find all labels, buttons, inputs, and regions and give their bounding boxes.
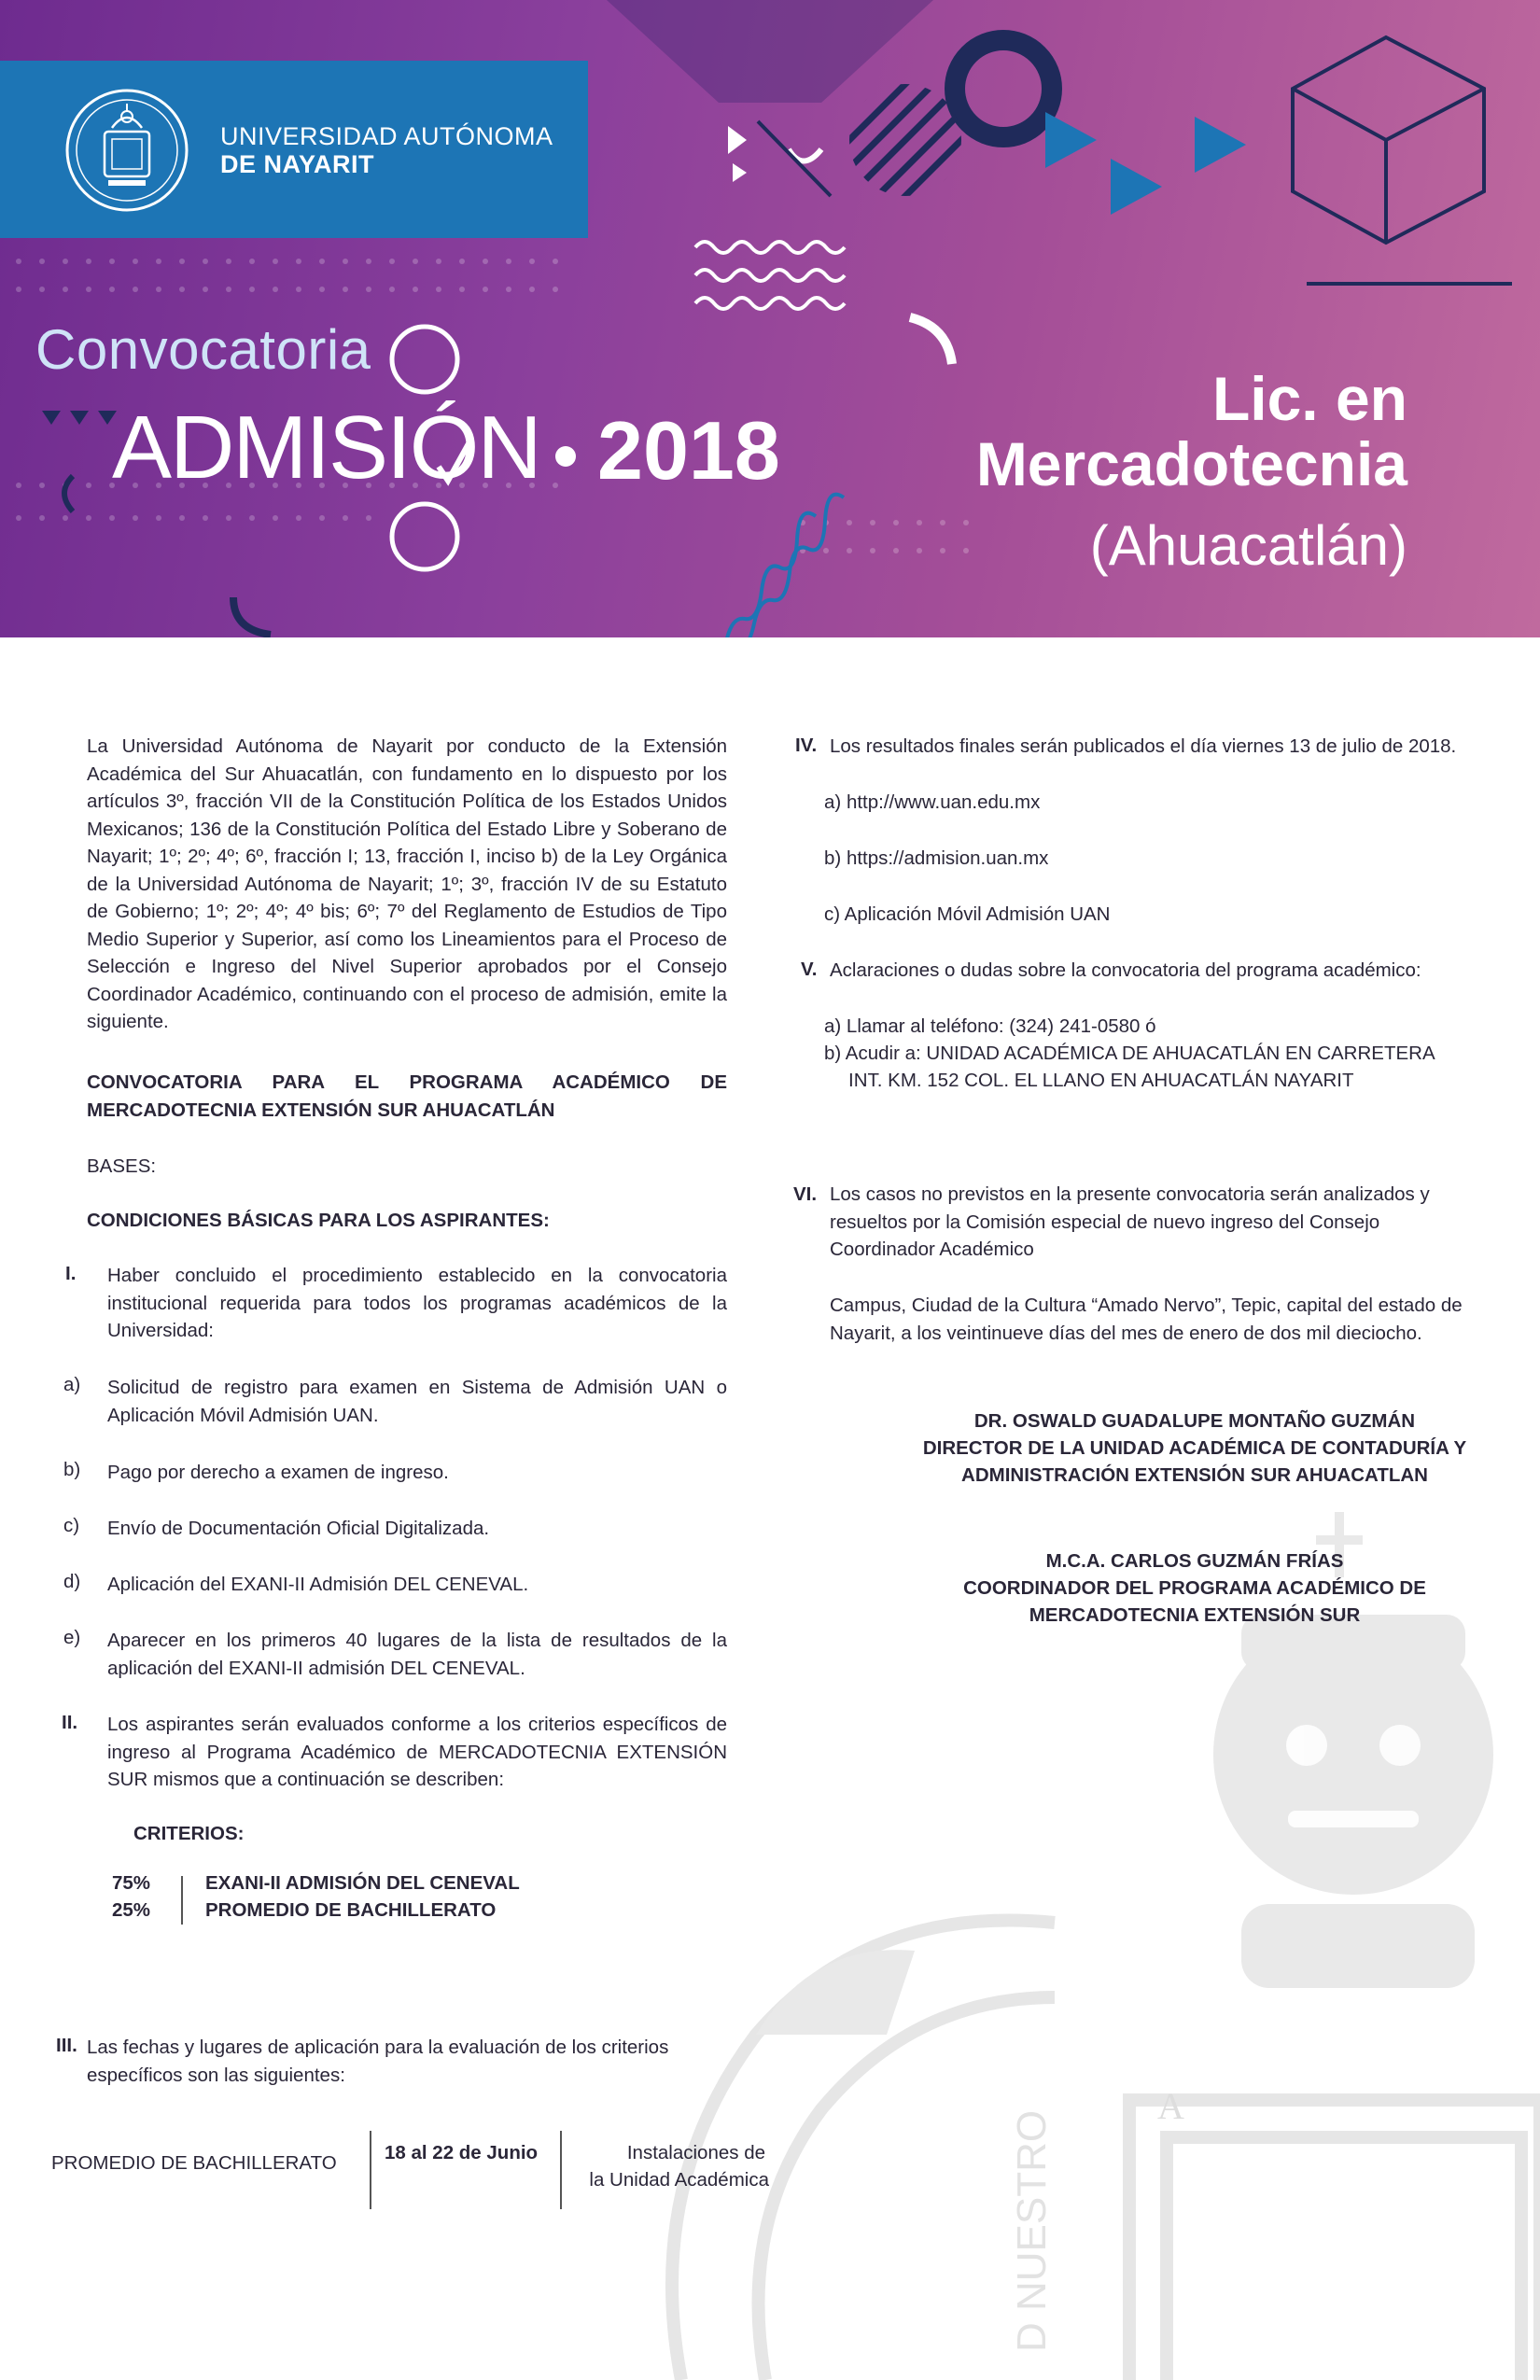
program-title: [976, 366, 1407, 497]
signature-2-title-line1: COORDINADOR DEL PROGRAMA ACADÉMICO DE: [963, 1577, 1426, 1599]
section-V-number: V.: [801, 959, 818, 980]
result-link-a-url[interactable]: http://www.uan.edu.mx: [846, 791, 1041, 813]
admision-title: ADMISIÓN: [112, 398, 540, 497]
schedule-divider-1: [370, 2131, 371, 2209]
section-III-number: III.: [56, 2035, 77, 2056]
item-d-letter: d): [63, 1571, 81, 1592]
contact-address-line2: INT. KM. 152 COL. EL LLANO EN AHUACATLÁN NAYARIT: [848, 1070, 1354, 1091]
signature-1-title-line2: ADMINISTRACIÓN EXTENSIÓN SUR AHUACATLAN: [961, 1464, 1428, 1486]
criterios-heading: CRITERIOS:: [133, 1823, 245, 1844]
result-link-b-url[interactable]: https://admision.uan.mx: [846, 847, 1049, 869]
bases-label: BASES:: [87, 1155, 157, 1177]
svg-text:D NUESTRO: D NUESTRO: [1009, 2109, 1055, 2352]
section-I-number: I.: [65, 1263, 77, 1284]
schedule-place-line2: la Unidad Académica: [589, 2169, 769, 2191]
result-link-a-letter: a): [824, 791, 842, 813]
item-e-text: Aparecer en los primeros 40 lugares de la lista de resultados de la aplicación del EXANI-II admisión DEL CENEVAL.: [107, 1630, 727, 1679]
section-VI-number: VI.: [793, 1183, 818, 1205]
contact-phone: a) Llamar al teléfono: (324) 241-0580 ó: [824, 1015, 1156, 1037]
section-IV-number: IV.: [795, 735, 818, 756]
item-a-text: Solicitud de registro para examen en Sistema de Admisión UAN o Aplicación Móvil Admisión UAN.: [107, 1377, 727, 1426]
program-title-line2: Mercadotecnia: [975, 429, 1407, 498]
contact-address-line1: b) Acudir a: UNIDAD ACADÉMICA DE AHUACATLÁN EN CARRETERA: [824, 1043, 1435, 1064]
item-d-text: Aplicación del EXANI-II Admisión DEL CENEVAL.: [107, 1574, 529, 1595]
criterio-1-label: EXANI-II ADMISIÓN DEL CENEVAL: [205, 1872, 520, 1894]
result-link-c-text: Aplicación Móvil Admisión UAN: [844, 903, 1111, 925]
criterios-divider: [181, 1876, 183, 1925]
header-banner: [0, 0, 1540, 637]
section-I-text: Haber concluido el procedimiento establecido en la convocatoria institucional requerida para todos los programas académicos de la Universidad:: [107, 1265, 727, 1341]
university-name-line1: UNIVERSIDAD AUTÓNOMA: [220, 122, 553, 150]
svg-text:A: A: [1157, 2085, 1184, 2127]
closing-paragraph: Campus, Ciudad de la Cultura “Amado Nervo”, Tepic, capital del estado de Nayarit, a los veintinueve días del mes de enero de dos mil dieciocho.: [830, 1295, 1463, 1344]
program-title-line1: Lic. en: [1211, 364, 1407, 433]
criterio-1-percent: 75%: [112, 1872, 151, 1894]
item-b-text: Pago por derecho a examen de ingreso.: [107, 1462, 449, 1483]
section-II-number: II.: [62, 1712, 78, 1733]
signature-2-name: M.C.A. CARLOS GUZMÁN FRÍAS: [1045, 1550, 1344, 1572]
schedule-criterion: PROMEDIO DE BACHILLERATO: [51, 2152, 337, 2174]
result-link-b-letter: b): [824, 847, 842, 869]
item-b-letter: b): [63, 1459, 81, 1480]
section-VI-text: Los casos no previstos en la presente convocatoria serán analizados y resueltos por la Comisión especial de nuevo ingreso del Consejo Coordinador Académico: [830, 1183, 1430, 1260]
convocatoria-label: Convocatoria: [35, 318, 371, 381]
signature-1-title-line1: DIRECTOR DE LA UNIDAD ACADÉMICA DE CONTADURÍA Y: [922, 1437, 1467, 1459]
schedule-dates: 18 al 22 de Junio: [385, 2142, 539, 2163]
result-link-a: [824, 789, 1040, 817]
item-c-letter: c): [63, 1515, 80, 1536]
condiciones-heading: CONDICIONES BÁSICAS PARA LOS ASPIRANTES:: [87, 1210, 550, 1231]
program-location: (Ahuacatlán): [1089, 514, 1407, 577]
convocatoria-title: CONVOCATORIA PARA EL PROGRAMA ACADÉMICO DE MERCADOTECNIA EXTENSIÓN SUR AHUACATLÁN: [87, 1071, 727, 1121]
year: 2018: [597, 404, 780, 497]
result-link-c: [824, 901, 1110, 929]
section-II-text: Los aspirantes serán evaluados conforme a los criterios específicos de ingreso al Programa Académico de MERCADOTECNIA EXTENSIÓN SUR mismos que a continuación se describen:: [107, 1714, 727, 1790]
signature-2-title-line2: MERCADOTECNIA EXTENSIÓN SUR: [1029, 1604, 1361, 1626]
section-III-text: Las fechas y lugares de aplicación para la evaluación de los criterios específicos son las siguientes:: [87, 2037, 669, 2086]
signature-1-name: DR. OSWALD GUADALUPE MONTAÑO GUZMÁN: [973, 1410, 1416, 1432]
result-link-b: [824, 845, 1048, 873]
separator-dot: [555, 446, 576, 467]
criterio-2-label: PROMEDIO DE BACHILLERATO: [205, 1899, 497, 1921]
criterio-2-percent: 25%: [112, 1899, 151, 1921]
item-e-letter: e): [63, 1627, 81, 1648]
section-IV-text: Los resultados finales serán publicados el día viernes 13 de julio de 2018.: [830, 735, 1457, 757]
university-seal-watermark: [607, 1512, 1540, 2380]
item-c-text: Envío de Documentación Oficial Digitalizada.: [107, 1518, 490, 1539]
intro-paragraph: La Universidad Autónoma de Nayarit por conducto de la Extensión Académica del Sur Ahuacatlán, con fundamento en lo dispuesto por los artículos 3º, fracción VII de la Constitución Política de los Estados Unidos Mexicanos; 136 de la Constitución Política del Estado Libre y Soberano de Nayarit; 1º; 2º; 4º; 6º, fracción I; 13, fracción I, inciso b) de la Ley Orgánica de la Universidad Autónoma de Nayarit; 1º; 3º, fracción IV de su Estatuto de Gobierno; 1º; 2º; 4º; 4º bis; 6º; 7º del Reglamento de Estudios de Tipo Medio Superior y Superior, así como los Lineamientos para el Proceso de Selección e Ingreso del Nivel Superior aprobados por el Consejo Coordinador Académico, continuando con el proceso de admisión, emite la siguiente.: [87, 735, 727, 1032]
item-a-letter: a): [63, 1374, 81, 1395]
university-name-line2: DE NAYARIT: [220, 150, 375, 178]
section-V-text: Aclaraciones o dudas sobre la convocatoria del programa académico:: [830, 959, 1421, 981]
result-link-c-letter: c): [824, 903, 841, 925]
schedule-place-line1: Instalaciones de: [626, 2142, 765, 2163]
